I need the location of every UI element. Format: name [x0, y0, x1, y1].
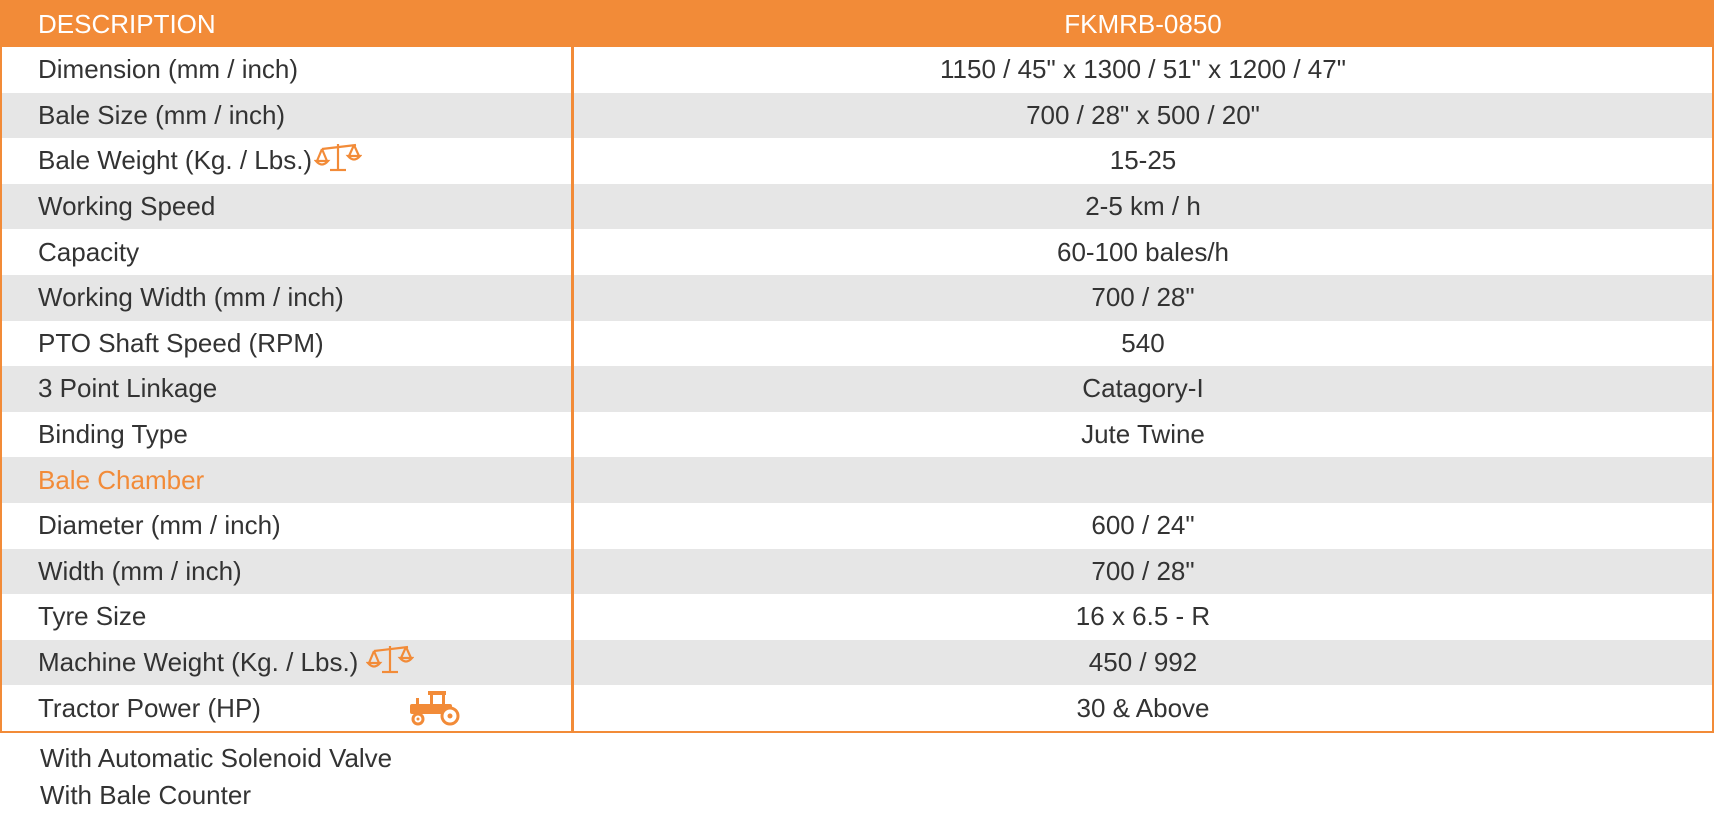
- row-label: Diameter (mm / inch): [2, 503, 574, 549]
- row-label: Binding Type: [2, 412, 574, 458]
- table-row: [2, 685, 1712, 731]
- row-value: 600 / 24": [1091, 510, 1195, 541]
- table-row: [2, 503, 1712, 549]
- row-value: Jute Twine: [1081, 419, 1205, 450]
- row-value: 450 / 992: [1088, 647, 1198, 678]
- table-row: [2, 93, 1712, 139]
- table-row: [2, 138, 1712, 184]
- row-label: Working Speed: [2, 184, 574, 230]
- table-row: [2, 321, 1712, 367]
- row-label: Dimension (mm / inch): [2, 47, 574, 93]
- row-value: 700 / 28": [1091, 555, 1195, 586]
- row-label: PTO Shaft Speed (RPM): [2, 321, 574, 367]
- table-row: [2, 640, 1712, 686]
- row-value: 540: [1121, 327, 1165, 358]
- row-value: 700 / 28" x 500 / 20": [1026, 99, 1260, 130]
- row-value: 16 x 6.5 - R: [1075, 601, 1211, 632]
- row-label: Bale Size (mm / inch): [2, 93, 574, 139]
- scale-icon: [314, 141, 362, 180]
- row-label: Capacity: [2, 229, 574, 275]
- section-label: Bale Chamber: [2, 457, 574, 503]
- row-label: Tractor Power (HP): [2, 685, 574, 731]
- table-section-row: [2, 457, 1712, 503]
- row-label: Width (mm / inch): [2, 549, 574, 595]
- row-value: 60-100 bales/h: [1056, 236, 1230, 267]
- row-value: 30 & Above: [1076, 692, 1210, 723]
- row-value: 15-25: [1109, 145, 1177, 176]
- table-row: [2, 229, 1712, 275]
- row-value: 1150 / 45" x 1300 / 51" x 1200 / 47": [940, 54, 1346, 85]
- row-label: Bale Weight (Kg. / Lbs.): [2, 138, 574, 184]
- row-label: 3 Point Linkage: [2, 366, 574, 412]
- table-row: [2, 275, 1712, 321]
- note-item: With Automatic Solenoid Valve: [40, 743, 393, 773]
- note-item: With Bale Counter: [40, 780, 251, 810]
- row-value: Catagory-I: [1082, 373, 1204, 404]
- row-label: Machine Weight (Kg. / Lbs.): [2, 640, 574, 686]
- tractor-icon: [404, 688, 464, 733]
- row-label: Working Width (mm / inch): [2, 275, 574, 321]
- header-description: DESCRIPTION: [2, 2, 574, 47]
- table-row: [2, 184, 1712, 230]
- table-row: [2, 366, 1712, 412]
- header-model: FKMRB-0850: [1064, 9, 1222, 39]
- feature-notes: [40, 740, 392, 814]
- table-header: [2, 2, 1712, 47]
- row-label: Tyre Size: [2, 594, 574, 640]
- table-row: [2, 594, 1712, 640]
- row-value: [574, 457, 1712, 503]
- scale-icon: [366, 643, 414, 682]
- row-value: 700 / 28": [1091, 282, 1195, 313]
- table-row: [2, 47, 1712, 93]
- table-row: [2, 412, 1712, 458]
- table-row: [2, 549, 1712, 595]
- row-value: 2-5 km / h: [1085, 191, 1201, 222]
